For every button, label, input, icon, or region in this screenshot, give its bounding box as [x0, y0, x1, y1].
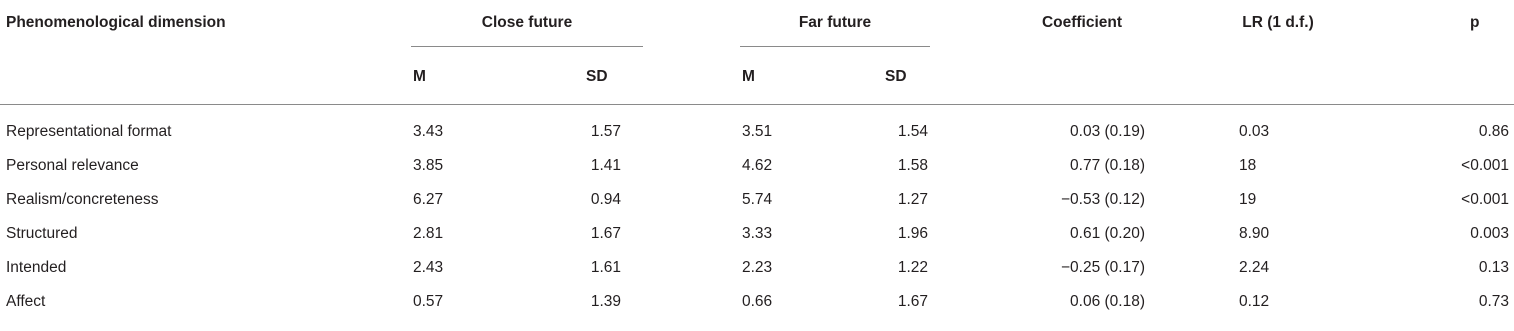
cell-close-m: 3.85	[413, 157, 444, 174]
header-divider	[0, 104, 1514, 105]
cell-dimension: Structured	[6, 225, 78, 242]
cell-lr: 0.03	[1239, 123, 1270, 140]
cell-far-m: 3.51	[742, 123, 773, 140]
cell-dimension: Representational format	[6, 123, 172, 140]
header-close-sd: SD	[586, 68, 608, 85]
cell-dimension: Intended	[6, 259, 67, 276]
cell-lr: 8.90	[1239, 225, 1270, 242]
cell-lr: 19	[1239, 191, 1257, 208]
close-future-underline	[411, 46, 643, 47]
cell-dimension: Realism/concreteness	[6, 191, 159, 208]
cell-lr: 18	[1239, 157, 1257, 174]
table-row	[0, 251, 1514, 285]
cell-lr: 2.24	[1239, 259, 1270, 276]
cell-close-sd: 1.57	[590, 123, 621, 140]
header-far-m: M	[742, 68, 755, 85]
cell-close-sd: 1.41	[590, 157, 621, 174]
cell-far-sd: 1.22	[897, 259, 928, 276]
cell-close-m: 6.27	[413, 191, 444, 208]
cell-far-m: 5.74	[742, 191, 773, 208]
cell-coefficient: −0.25 (0.17)	[1060, 259, 1145, 276]
cell-dimension: Personal relevance	[6, 157, 139, 174]
header-coefficient: Coefficient	[1041, 14, 1123, 31]
cell-far-sd: 1.54	[897, 123, 928, 140]
cell-far-sd: 1.58	[897, 157, 928, 174]
cell-close-m: 2.43	[413, 259, 444, 276]
cell-p: <0.001	[1461, 191, 1509, 208]
table-row	[0, 183, 1514, 217]
cell-p: <0.001	[1461, 157, 1509, 174]
cell-dimension: Affect	[6, 293, 46, 310]
cell-close-m: 3.43	[413, 123, 444, 140]
cell-far-m: 0.66	[742, 293, 773, 310]
cell-close-sd: 0.94	[590, 191, 621, 208]
cell-far-sd: 1.96	[897, 225, 928, 242]
header-p: p	[1470, 14, 1480, 31]
cell-p: 0.86	[1478, 123, 1509, 140]
cell-far-m: 4.62	[742, 157, 773, 174]
cell-far-m: 2.23	[742, 259, 773, 276]
header-lr: LR (1 d.f.)	[1242, 14, 1314, 31]
cell-coefficient: 0.61 (0.20)	[1070, 225, 1145, 242]
cell-close-sd: 1.67	[590, 225, 621, 242]
cell-far-sd: 1.27	[897, 191, 928, 208]
cell-close-m: 2.81	[413, 225, 444, 242]
cell-coefficient: 0.06 (0.18)	[1070, 293, 1145, 310]
cell-close-sd: 1.39	[590, 293, 621, 310]
cell-far-m: 3.33	[742, 225, 773, 242]
cell-far-sd: 1.67	[897, 293, 928, 310]
cell-coefficient: 0.03 (0.19)	[1070, 123, 1145, 140]
header-close-future: Close future	[481, 14, 573, 31]
table-row	[0, 217, 1514, 251]
table-row	[0, 149, 1514, 183]
cell-p: 0.13	[1478, 259, 1509, 276]
far-future-underline	[740, 46, 930, 47]
cell-close-m: 0.57	[413, 293, 444, 310]
header-dimension: Phenomenological dimension	[6, 14, 226, 31]
header-close-m: M	[413, 68, 426, 85]
table-row	[0, 115, 1514, 149]
cell-close-sd: 1.61	[590, 259, 621, 276]
cell-lr: 0.12	[1239, 293, 1270, 310]
header-far-sd: SD	[885, 68, 907, 85]
cell-coefficient: 0.77 (0.18)	[1070, 157, 1145, 174]
header-far-future: Far future	[798, 14, 872, 31]
cell-p: 0.003	[1470, 225, 1509, 242]
cell-coefficient: −0.53 (0.12)	[1060, 191, 1145, 208]
table-row	[0, 285, 1514, 319]
cell-p: 0.73	[1478, 293, 1509, 310]
